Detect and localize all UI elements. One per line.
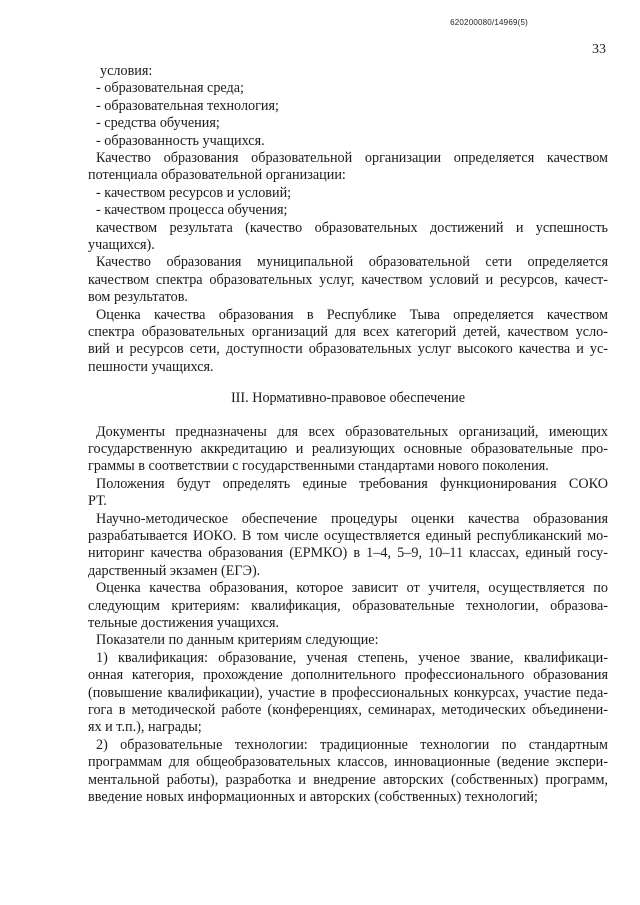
text-line: граммы в соответствии с государственными стандартами нового поколения. [88,458,549,475]
text-line: - качеством процесса обучения; [96,202,288,219]
body-text [88,63,608,806]
text-line: государственную аккредитацию и реализующих основные образовательные про- [88,441,608,457]
document-id: 620200080/14969(5) [450,18,528,27]
text-line: онная категория, прохождение дополнительного профессионального образования [88,667,608,684]
text-line: - качеством ресурсов и условий; [96,184,292,201]
text-line: РТ. [88,493,107,510]
text-line: тельные достижения учащихся. [88,614,280,631]
text-line: ях и т.п.), награды; [88,719,202,736]
text-line: Качество образования образовательной организации определяется качеством [96,150,608,167]
text-line: пешности учащихся. [88,358,214,375]
text-line: - образовательная технология; [96,97,279,114]
text-line: ментальной работы), разработка и внедрение авторских (собственных) программ, [88,771,608,788]
text-line: введение новых информационных и авторских (собственных) технологий; [88,788,538,805]
text-line: качеством спектра образовательных услуг, качеством условий и ресурсов, качест- [88,271,608,288]
text-line: потенциала образовательной организации: [88,167,346,184]
text-line: - средства обучения; [96,115,220,132]
text-line: гога в методической работе (конференциях, семинарах, методических объединени- [88,701,608,718]
text-line: (повышение квалификации), участие в профессиональных конкурсах, участие педа- [88,684,608,701]
text-line: Оценка качества образования в Республике Тыва определяется качеством [96,306,608,323]
text-line: Показатели по данным критериям следующие: [96,632,379,649]
text-line: Научно-методическое обеспечение процедуры оценки качества образования [96,510,608,527]
text-line: программам для общеобразовательных классов, инновационные (ведение экспери- [88,754,608,771]
text-line: следующим критериям: квалификация, образовательные технологии, образова- [88,597,608,614]
text-line: качеством результата (качество образовательных достижений и успешность [96,219,608,236]
text-line: Качество образования муниципальной образовательной сети определяется [96,254,608,271]
text-line: условия: [100,63,153,79]
text-line: - образовательная среда; [96,80,244,97]
text-line: Оценка качества образования, которое зависит от учителя, осуществляется по [96,580,608,597]
section-heading: III. Нормативно-правовое обеспечение [230,390,466,407]
text-line: - образованность учащихся. [96,132,265,149]
text-line: ниторинг качества образования (ЕРМКО) в 1–4, 5–9, 10–11 классах, единый госу- [88,545,608,562]
text-line: вом результатов. [88,289,188,306]
text-line: учащихся). [88,237,155,254]
text-line: Положения будут определять единые требования функционирования СОКО [96,475,608,492]
text-line: спектра образовательных организаций для всех категорий детей, качеством усло- [88,324,608,341]
text-line: Документы предназначены для всех образовательных организаций, имеющих [96,423,608,440]
text-line: 1) квалификация: образование, ученая степень, ученое звание, квалификаци- [96,649,608,666]
page-number: 33 [592,42,606,57]
text-line: разрабатывается ИОКО. В том числе осуществляется единый республиканский мо- [88,527,608,544]
text-line: 2) образовательные технологии: традиционные технологии по стандартным [96,736,608,753]
text-line: дарственный экзамен (ЕГЭ). [88,562,261,579]
text-line: вий и ресурсов сети, доступности образовательных услуг высокого качества и ус- [88,341,608,358]
